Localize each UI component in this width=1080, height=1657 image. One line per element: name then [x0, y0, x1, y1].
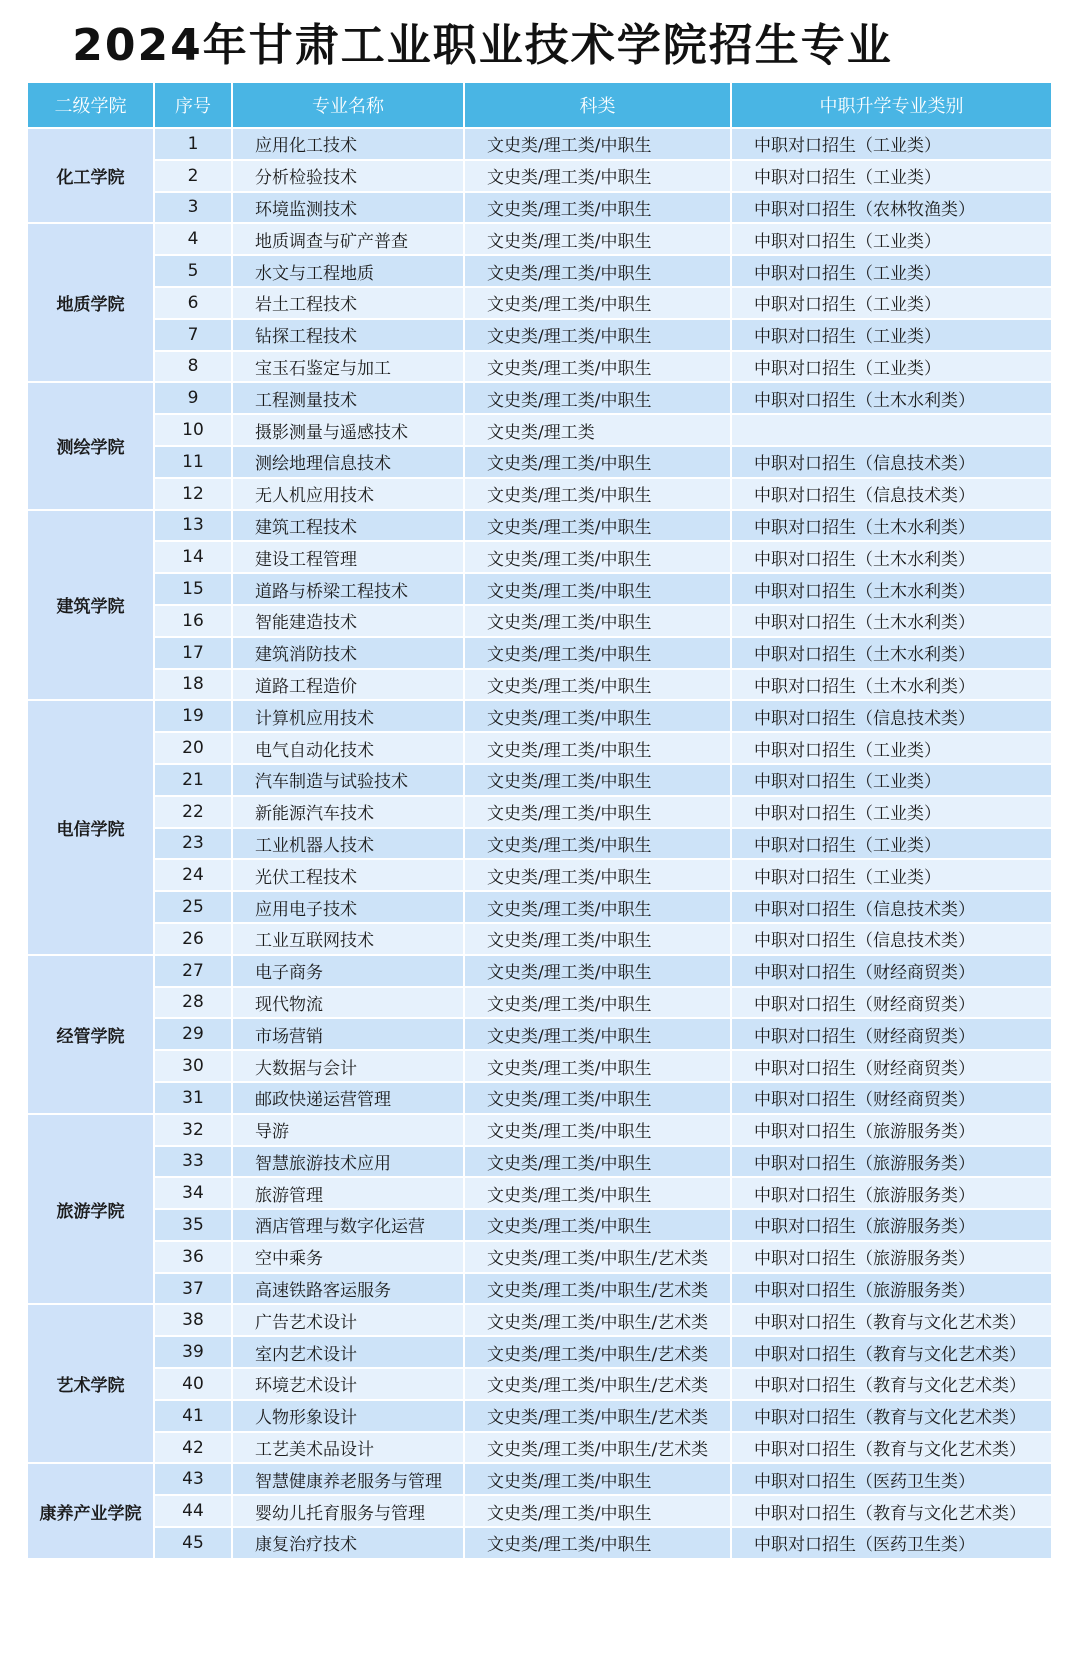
table-row: [27, 700, 1052, 732]
seq-cell: 22: [154, 796, 232, 828]
table-row: [27, 1146, 1052, 1178]
college-name-cell: 电信学院: [27, 700, 154, 954]
category-cell: 中职对口招生（土木水利类）: [731, 669, 1052, 701]
subject-cell: 文史类/理工类/中职生/艺术类: [464, 1273, 731, 1305]
major-name-cell: 建筑工程技术: [232, 510, 464, 542]
seq-cell: 6: [154, 287, 232, 319]
subject-cell: 文史类/理工类/中职生/艺术类: [464, 1304, 731, 1336]
category-cell: 中职对口招生（工业类）: [731, 319, 1052, 351]
page-title: 2024年甘肃工业职业技术学院招生专业: [72, 20, 893, 71]
category-cell: 中职对口招生（工业类）: [731, 223, 1052, 255]
major-name-cell: 建筑消防技术: [232, 637, 464, 669]
header-college: 二级学院: [27, 82, 154, 128]
category-cell: 中职对口招生（农林牧渔类）: [731, 192, 1052, 224]
major-name-cell: 电子商务: [232, 955, 464, 987]
seq-cell: 20: [154, 732, 232, 764]
major-name-cell: 测绘地理信息技术: [232, 446, 464, 478]
category-cell: 中职对口招生（旅游服务类）: [731, 1146, 1052, 1178]
college-name-cell: 测绘学院: [27, 382, 154, 509]
category-cell: 中职对口招生（教育与文化艺术类）: [731, 1368, 1052, 1400]
seq-cell: 8: [154, 351, 232, 383]
seq-cell: 15: [154, 573, 232, 605]
seq-cell: 23: [154, 828, 232, 860]
seq-cell: 30: [154, 1050, 232, 1082]
major-name-cell: 广告艺术设计: [232, 1304, 464, 1336]
seq-cell: 19: [154, 700, 232, 732]
subject-cell: 文史类/理工类/中职生: [464, 541, 731, 573]
table-row: [27, 287, 1052, 319]
table-row: [27, 955, 1052, 987]
category-cell: 中职对口招生（财经商贸类）: [731, 1050, 1052, 1082]
seq-cell: 31: [154, 1082, 232, 1114]
subject-cell: 文史类/理工类/中职生: [464, 764, 731, 796]
seq-cell: 5: [154, 255, 232, 287]
college-name-cell: 建筑学院: [27, 510, 154, 701]
seq-cell: 13: [154, 510, 232, 542]
major-name-cell: 人物形象设计: [232, 1400, 464, 1432]
major-name-cell: 智慧健康养老服务与管理: [232, 1463, 464, 1495]
major-name-cell: 大数据与会计: [232, 1050, 464, 1082]
seq-cell: 45: [154, 1527, 232, 1559]
seq-cell: 44: [154, 1495, 232, 1527]
subject-cell: 文史类/理工类/中职生/艺术类: [464, 1400, 731, 1432]
seq-cell: 3: [154, 192, 232, 224]
table-row: [27, 1463, 1052, 1495]
subject-cell: 文史类/理工类/中职生: [464, 446, 731, 478]
major-name-cell: 市场营销: [232, 1018, 464, 1050]
seq-cell: 9: [154, 382, 232, 414]
major-name-cell: 室内艺术设计: [232, 1336, 464, 1368]
major-name-cell: 智能建造技术: [232, 605, 464, 637]
category-cell: 中职对口招生（工业类）: [731, 859, 1052, 891]
table-row: [27, 669, 1052, 701]
major-name-cell: 现代物流: [232, 987, 464, 1019]
subject-cell: 文史类/理工类/中职生: [464, 1114, 731, 1146]
table-row: [27, 1273, 1052, 1305]
seq-cell: 42: [154, 1432, 232, 1464]
seq-cell: 38: [154, 1304, 232, 1336]
subject-cell: 文史类/理工类/中职生: [464, 1018, 731, 1050]
major-name-cell: 计算机应用技术: [232, 700, 464, 732]
major-name-cell: 工程测量技术: [232, 382, 464, 414]
header-seq: 序号: [154, 82, 232, 128]
category-cell: 中职对口招生（信息技术类）: [731, 478, 1052, 510]
subject-cell: 文史类/理工类/中职生: [464, 605, 731, 637]
major-name-cell: 汽车制造与试验技术: [232, 764, 464, 796]
category-cell: 中职对口招生（医药卫生类）: [731, 1527, 1052, 1559]
seq-cell: 27: [154, 955, 232, 987]
category-cell: 中职对口招生（旅游服务类）: [731, 1114, 1052, 1146]
major-name-cell: 新能源汽车技术: [232, 796, 464, 828]
college-name-cell: 旅游学院: [27, 1114, 154, 1305]
table-row: [27, 1400, 1052, 1432]
table-row: [27, 891, 1052, 923]
seq-cell: 32: [154, 1114, 232, 1146]
major-name-cell: 建设工程管理: [232, 541, 464, 573]
subject-cell: 文史类/理工类/中职生: [464, 160, 731, 192]
major-name-cell: 宝玉石鉴定与加工: [232, 351, 464, 383]
category-cell: 中职对口招生（土木水利类）: [731, 510, 1052, 542]
category-cell: 中职对口招生（旅游服务类）: [731, 1241, 1052, 1273]
subject-cell: 文史类/理工类/中职生: [464, 1146, 731, 1178]
subject-cell: 文史类/理工类/中职生: [464, 192, 731, 224]
seq-cell: 34: [154, 1177, 232, 1209]
subject-cell: 文史类/理工类/中职生: [464, 1495, 731, 1527]
category-cell: 中职对口招生（医药卫生类）: [731, 1463, 1052, 1495]
subject-cell: 文史类/理工类/中职生: [464, 287, 731, 319]
table-row: [27, 796, 1052, 828]
category-cell: 中职对口招生（教育与文化艺术类）: [731, 1304, 1052, 1336]
seq-cell: 39: [154, 1336, 232, 1368]
category-cell: 中职对口招生（土木水利类）: [731, 382, 1052, 414]
category-cell: 中职对口招生（土木水利类）: [731, 573, 1052, 605]
table-row: [27, 1114, 1052, 1146]
table-row: [27, 382, 1052, 414]
seq-cell: 10: [154, 414, 232, 446]
seq-cell: 2: [154, 160, 232, 192]
major-name-cell: 光伏工程技术: [232, 859, 464, 891]
college-name-cell: 艺术学院: [27, 1304, 154, 1463]
major-name-cell: 道路与桥梁工程技术: [232, 573, 464, 605]
seq-cell: 4: [154, 223, 232, 255]
subject-cell: 文史类/理工类: [464, 414, 731, 446]
subject-cell: 文史类/理工类/中职生: [464, 128, 731, 160]
subject-cell: 文史类/理工类/中职生: [464, 319, 731, 351]
subject-cell: 文史类/理工类/中职生: [464, 1463, 731, 1495]
major-name-cell: 婴幼儿托育服务与管理: [232, 1495, 464, 1527]
subject-cell: 文史类/理工类/中职生: [464, 1209, 731, 1241]
category-cell: 中职对口招生（土木水利类）: [731, 637, 1052, 669]
subject-cell: 文史类/理工类/中职生: [464, 223, 731, 255]
major-name-cell: 高速铁路客运服务: [232, 1273, 464, 1305]
subject-cell: 文史类/理工类/中职生: [464, 700, 731, 732]
seq-cell: 26: [154, 923, 232, 955]
subject-cell: 文史类/理工类/中职生/艺术类: [464, 1336, 731, 1368]
table-row: [27, 573, 1052, 605]
major-name-cell: 邮政快递运营管理: [232, 1082, 464, 1114]
seq-cell: 14: [154, 541, 232, 573]
major-name-cell: 地质调查与矿产普查: [232, 223, 464, 255]
table-row: [27, 1527, 1052, 1559]
subject-cell: 文史类/理工类/中职生: [464, 955, 731, 987]
major-name-cell: 钻探工程技术: [232, 319, 464, 351]
subject-cell: 文史类/理工类/中职生/艺术类: [464, 1432, 731, 1464]
seq-cell: 29: [154, 1018, 232, 1050]
subject-cell: 文史类/理工类/中职生: [464, 891, 731, 923]
table-row: [27, 192, 1052, 224]
category-cell: 中职对口招生（财经商贸类）: [731, 1018, 1052, 1050]
subject-cell: 文史类/理工类/中职生: [464, 510, 731, 542]
table-row: [27, 414, 1052, 446]
seq-cell: 7: [154, 319, 232, 351]
major-name-cell: 环境艺术设计: [232, 1368, 464, 1400]
subject-cell: 文史类/理工类/中职生: [464, 382, 731, 414]
major-name-cell: 空中乘务: [232, 1241, 464, 1273]
seq-cell: 24: [154, 859, 232, 891]
college-name-cell: 经管学院: [27, 955, 154, 1114]
seq-cell: 16: [154, 605, 232, 637]
table-row: [27, 541, 1052, 573]
major-name-cell: 环境监测技术: [232, 192, 464, 224]
subject-cell: 文史类/理工类/中职生: [464, 1177, 731, 1209]
subject-cell: 文史类/理工类/中职生: [464, 987, 731, 1019]
seq-cell: 41: [154, 1400, 232, 1432]
subject-cell: 文史类/理工类/中职生: [464, 732, 731, 764]
table-row: [27, 1495, 1052, 1527]
category-cell: 中职对口招生（教育与文化艺术类）: [731, 1432, 1052, 1464]
subject-cell: 文史类/理工类/中职生: [464, 796, 731, 828]
subject-cell: 文史类/理工类/中职生: [464, 1527, 731, 1559]
seq-cell: 40: [154, 1368, 232, 1400]
table-row: [27, 319, 1052, 351]
category-cell: 中职对口招生（工业类）: [731, 732, 1052, 764]
category-cell: 中职对口招生（教育与文化艺术类）: [731, 1400, 1052, 1432]
major-name-cell: 旅游管理: [232, 1177, 464, 1209]
major-name-cell: 酒店管理与数字化运营: [232, 1209, 464, 1241]
table-row: [27, 987, 1052, 1019]
table-row: [27, 510, 1052, 542]
category-cell: 中职对口招生（旅游服务类）: [731, 1209, 1052, 1241]
seq-cell: 43: [154, 1463, 232, 1495]
category-cell: 中职对口招生（工业类）: [731, 287, 1052, 319]
table-row: [27, 1018, 1052, 1050]
major-name-cell: 电气自动化技术: [232, 732, 464, 764]
table-row: [27, 1177, 1052, 1209]
seq-cell: 1: [154, 128, 232, 160]
subject-cell: 文史类/理工类/中职生: [464, 637, 731, 669]
college-name-cell: 康养产业学院: [27, 1463, 154, 1558]
table-row: [27, 223, 1052, 255]
table-row: [27, 637, 1052, 669]
category-cell: 中职对口招生（土木水利类）: [731, 605, 1052, 637]
major-name-cell: 应用化工技术: [232, 128, 464, 160]
seq-cell: 35: [154, 1209, 232, 1241]
seq-cell: 18: [154, 669, 232, 701]
category-cell: 中职对口招生（旅游服务类）: [731, 1177, 1052, 1209]
table-row: [27, 478, 1052, 510]
seq-cell: 21: [154, 764, 232, 796]
header-subject: 科类: [464, 82, 731, 128]
category-cell: 中职对口招生（财经商贸类）: [731, 1082, 1052, 1114]
subject-cell: 文史类/理工类/中职生: [464, 828, 731, 860]
subject-cell: 文史类/理工类/中职生: [464, 1082, 731, 1114]
major-name-cell: 摄影测量与遥感技术: [232, 414, 464, 446]
table-header-row: [27, 82, 1052, 128]
subject-cell: 文史类/理工类/中职生: [464, 478, 731, 510]
table-row: [27, 1304, 1052, 1336]
header-major: 专业名称: [232, 82, 464, 128]
table-row: [27, 128, 1052, 160]
major-name-cell: 无人机应用技术: [232, 478, 464, 510]
major-name-cell: 工业机器人技术: [232, 828, 464, 860]
category-cell: 中职对口招生（财经商贸类）: [731, 987, 1052, 1019]
seq-cell: 12: [154, 478, 232, 510]
category-cell: 中职对口招生（土木水利类）: [731, 541, 1052, 573]
subject-cell: 文史类/理工类/中职生: [464, 255, 731, 287]
major-name-cell: 工艺美术品设计: [232, 1432, 464, 1464]
table-row: [27, 923, 1052, 955]
subject-cell: 文史类/理工类/中职生: [464, 669, 731, 701]
subject-cell: 文史类/理工类/中职生: [464, 923, 731, 955]
seq-cell: 37: [154, 1273, 232, 1305]
table-row: [27, 828, 1052, 860]
major-name-cell: 岩土工程技术: [232, 287, 464, 319]
category-cell: 中职对口招生（工业类）: [731, 255, 1052, 287]
table-row: [27, 1082, 1052, 1114]
subject-cell: 文史类/理工类/中职生: [464, 859, 731, 891]
category-cell: 中职对口招生（信息技术类）: [731, 446, 1052, 478]
college-name-cell: 地质学院: [27, 223, 154, 382]
table-row: [27, 1432, 1052, 1464]
table-row: [27, 732, 1052, 764]
category-cell: 中职对口招生（工业类）: [731, 351, 1052, 383]
major-name-cell: 工业互联网技术: [232, 923, 464, 955]
seq-cell: 25: [154, 891, 232, 923]
category-cell: 中职对口招生（信息技术类）: [731, 923, 1052, 955]
major-name-cell: 导游: [232, 1114, 464, 1146]
major-name-cell: 水文与工程地质: [232, 255, 464, 287]
subject-cell: 文史类/理工类/中职生/艺术类: [464, 1241, 731, 1273]
college-name-cell: 化工学院: [27, 128, 154, 223]
table-row: [27, 1241, 1052, 1273]
seq-cell: 28: [154, 987, 232, 1019]
table-row: [27, 160, 1052, 192]
category-cell: 中职对口招生（教育与文化艺术类）: [731, 1336, 1052, 1368]
category-cell: 中职对口招生（信息技术类）: [731, 700, 1052, 732]
category-cell: 中职对口招生（工业类）: [731, 828, 1052, 860]
major-name-cell: 智慧旅游技术应用: [232, 1146, 464, 1178]
table-row: [27, 446, 1052, 478]
table-row: [27, 764, 1052, 796]
category-cell: 中职对口招生（工业类）: [731, 796, 1052, 828]
table-row: [27, 859, 1052, 891]
category-cell: 中职对口招生（信息技术类）: [731, 891, 1052, 923]
subject-cell: 文史类/理工类/中职生: [464, 1050, 731, 1082]
table-row: [27, 605, 1052, 637]
category-cell: 中职对口招生（工业类）: [731, 764, 1052, 796]
category-cell: [731, 414, 1052, 446]
seq-cell: 33: [154, 1146, 232, 1178]
seq-cell: 11: [154, 446, 232, 478]
table-body: [27, 128, 1052, 1559]
table-row: [27, 255, 1052, 287]
seq-cell: 36: [154, 1241, 232, 1273]
table-row: [27, 1209, 1052, 1241]
subject-cell: 文史类/理工类/中职生: [464, 351, 731, 383]
category-cell: 中职对口招生（工业类）: [731, 160, 1052, 192]
major-name-cell: 分析检验技术: [232, 160, 464, 192]
category-cell: 中职对口招生（财经商贸类）: [731, 955, 1052, 987]
category-cell: 中职对口招生（工业类）: [731, 128, 1052, 160]
subject-cell: 文史类/理工类/中职生: [464, 573, 731, 605]
major-name-cell: 应用电子技术: [232, 891, 464, 923]
header-category: 中职升学专业类别: [731, 82, 1052, 128]
table-row: [27, 1050, 1052, 1082]
seq-cell: 17: [154, 637, 232, 669]
category-cell: 中职对口招生（旅游服务类）: [731, 1273, 1052, 1305]
majors-table: [26, 81, 1053, 1560]
category-cell: 中职对口招生（教育与文化艺术类）: [731, 1495, 1052, 1527]
major-name-cell: 道路工程造价: [232, 669, 464, 701]
table-row: [27, 1368, 1052, 1400]
table-row: [27, 1336, 1052, 1368]
subject-cell: 文史类/理工类/中职生/艺术类: [464, 1368, 731, 1400]
table-row: [27, 351, 1052, 383]
major-name-cell: 康复治疗技术: [232, 1527, 464, 1559]
